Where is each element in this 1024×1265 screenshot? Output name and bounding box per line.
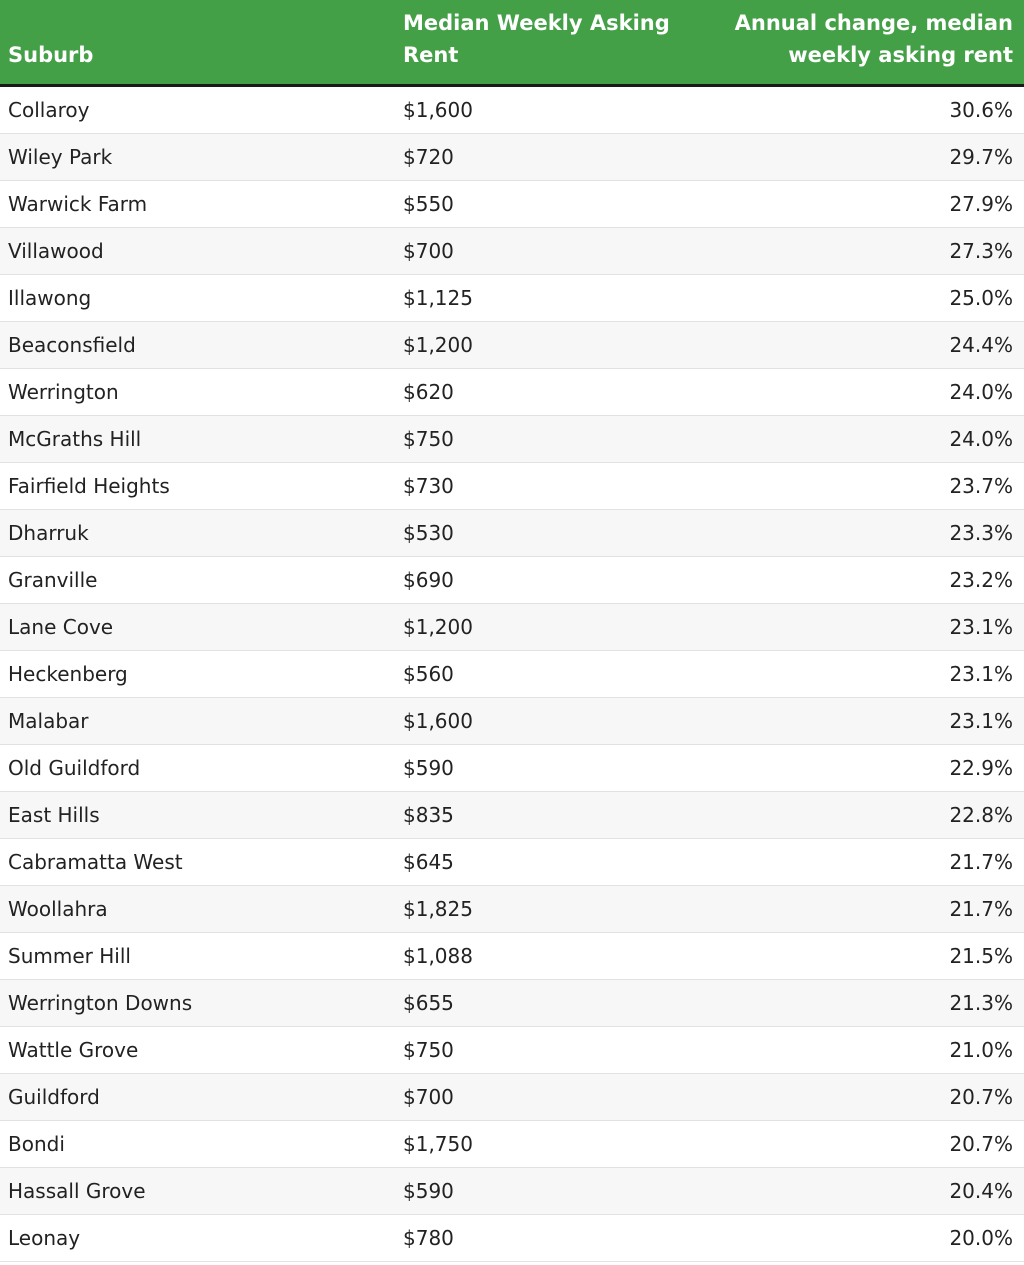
header-median-rent[interactable]: Median Weekly Asking Rent [396, 0, 700, 85]
change-cell: 23.7% [949, 473, 1013, 498]
table-row [0, 885, 1024, 932]
change-cell: 29.7% [949, 144, 1013, 169]
rent-cell: $750 [403, 426, 454, 451]
change-cell: 22.9% [949, 755, 1013, 780]
rent-cell: $560 [403, 661, 454, 686]
table-header [0, 0, 1024, 85]
header-annual-change[interactable]: Annual change, median weekly asking rent [700, 0, 1024, 85]
rent-cell: $1,125 [403, 285, 473, 310]
table-row [0, 603, 1024, 650]
suburb-cell: Lane Cove [8, 614, 114, 639]
table-row [0, 274, 1024, 321]
change-cell: 23.1% [949, 708, 1013, 733]
rent-cell: $655 [403, 990, 454, 1015]
table-row [0, 368, 1024, 415]
table-row [0, 509, 1024, 556]
rent-cell: $590 [403, 755, 454, 780]
rent-cell: $1,600 [403, 708, 473, 733]
table-row [0, 979, 1024, 1026]
suburb-cell: Guildford [8, 1084, 100, 1109]
suburb-cell: Villawood [8, 238, 104, 263]
change-cell: 20.7% [949, 1084, 1013, 1109]
change-cell: 22.8% [949, 802, 1013, 827]
table-row [0, 133, 1024, 180]
change-cell: 21.5% [949, 943, 1013, 968]
suburb-cell: Beaconsfield [8, 332, 136, 357]
change-cell: 24.0% [949, 379, 1013, 404]
rent-cell: $730 [403, 473, 454, 498]
change-cell: 20.0% [949, 1225, 1013, 1250]
rent-cell: $750 [403, 1037, 454, 1062]
table-row [0, 744, 1024, 791]
rent-cell: $700 [403, 238, 454, 263]
rent-cell: $645 [403, 849, 454, 874]
table-row [0, 180, 1024, 227]
suburb-cell: Collaroy [8, 97, 90, 122]
suburb-cell: Dharruk [8, 520, 89, 545]
table-row [0, 838, 1024, 885]
table-row [0, 415, 1024, 462]
suburb-cell: Summer Hill [8, 943, 131, 968]
rent-cell: $1,200 [403, 614, 473, 639]
change-cell: 21.0% [949, 1037, 1013, 1062]
suburb-cell: Werrington [8, 379, 119, 404]
table-row [0, 697, 1024, 744]
rent-cell: $1,825 [403, 896, 473, 921]
rent-cell: $530 [403, 520, 454, 545]
table-row [0, 1120, 1024, 1167]
rent-cell: $780 [403, 1225, 454, 1250]
table-row [0, 1026, 1024, 1073]
rent-cell: $1,200 [403, 332, 473, 357]
change-cell: 27.3% [949, 238, 1013, 263]
suburb-cell: Wiley Park [8, 144, 113, 169]
change-cell: 23.1% [949, 614, 1013, 639]
change-cell: 20.7% [949, 1131, 1013, 1156]
rent-cell: $590 [403, 1178, 454, 1203]
suburb-cell: Leonay [8, 1225, 81, 1250]
table-row [0, 1214, 1024, 1261]
suburb-cell: Heckenberg [8, 661, 128, 686]
table-row [0, 556, 1024, 603]
suburb-cell: Fairfield Heights [8, 473, 170, 498]
table-body [0, 85, 1024, 1261]
change-cell: 21.3% [949, 990, 1013, 1015]
change-cell: 27.9% [949, 191, 1013, 216]
rent-cell: $1,750 [403, 1131, 473, 1156]
change-cell: 21.7% [949, 849, 1013, 874]
suburb-cell: Warwick Farm [8, 191, 148, 216]
suburb-cell: Cabramatta West [8, 849, 183, 874]
suburb-cell: Old Guildford [8, 755, 141, 780]
change-cell: 24.4% [949, 332, 1013, 357]
rent-cell: $1,088 [403, 943, 473, 968]
change-cell: 25.0% [949, 285, 1013, 310]
suburb-cell: Malabar [8, 708, 89, 733]
rent-cell: $620 [403, 379, 454, 404]
table-row [0, 932, 1024, 979]
suburb-cell: Illawong [8, 285, 92, 310]
change-cell: 21.7% [949, 896, 1013, 921]
table-row [0, 227, 1024, 274]
suburb-cell: Granville [8, 567, 98, 592]
rent-cell: $835 [403, 802, 454, 827]
table-row [0, 462, 1024, 509]
table-row [0, 650, 1024, 697]
change-cell: 24.0% [949, 426, 1013, 451]
suburb-cell: Woollahra [8, 896, 108, 921]
rent-cell: $1,600 [403, 97, 473, 122]
change-cell: 30.6% [949, 97, 1013, 122]
rent-cell: $720 [403, 144, 454, 169]
suburb-cell: East Hills [8, 802, 100, 827]
table-row [0, 321, 1024, 368]
suburb-cell: Hassall Grove [8, 1178, 146, 1203]
rent-cell: $690 [403, 567, 454, 592]
table-row [0, 1073, 1024, 1120]
change-cell: 23.1% [949, 661, 1013, 686]
change-cell: 23.2% [949, 567, 1013, 592]
table-row [0, 1167, 1024, 1214]
rent-cell: $550 [403, 191, 454, 216]
table-row [0, 791, 1024, 838]
change-cell: 23.3% [949, 520, 1013, 545]
suburb-cell: Werrington Downs [8, 990, 193, 1015]
suburb-cell: McGraths Hill [8, 426, 142, 451]
rent-cell: $700 [403, 1084, 454, 1109]
change-cell: 20.4% [949, 1178, 1013, 1203]
suburb-cell: Wattle Grove [8, 1037, 139, 1062]
suburb-cell: Bondi [8, 1131, 65, 1156]
header-row [0, 0, 1024, 85]
table-row [0, 85, 1024, 133]
header-suburb[interactable]: Suburb [0, 0, 396, 85]
